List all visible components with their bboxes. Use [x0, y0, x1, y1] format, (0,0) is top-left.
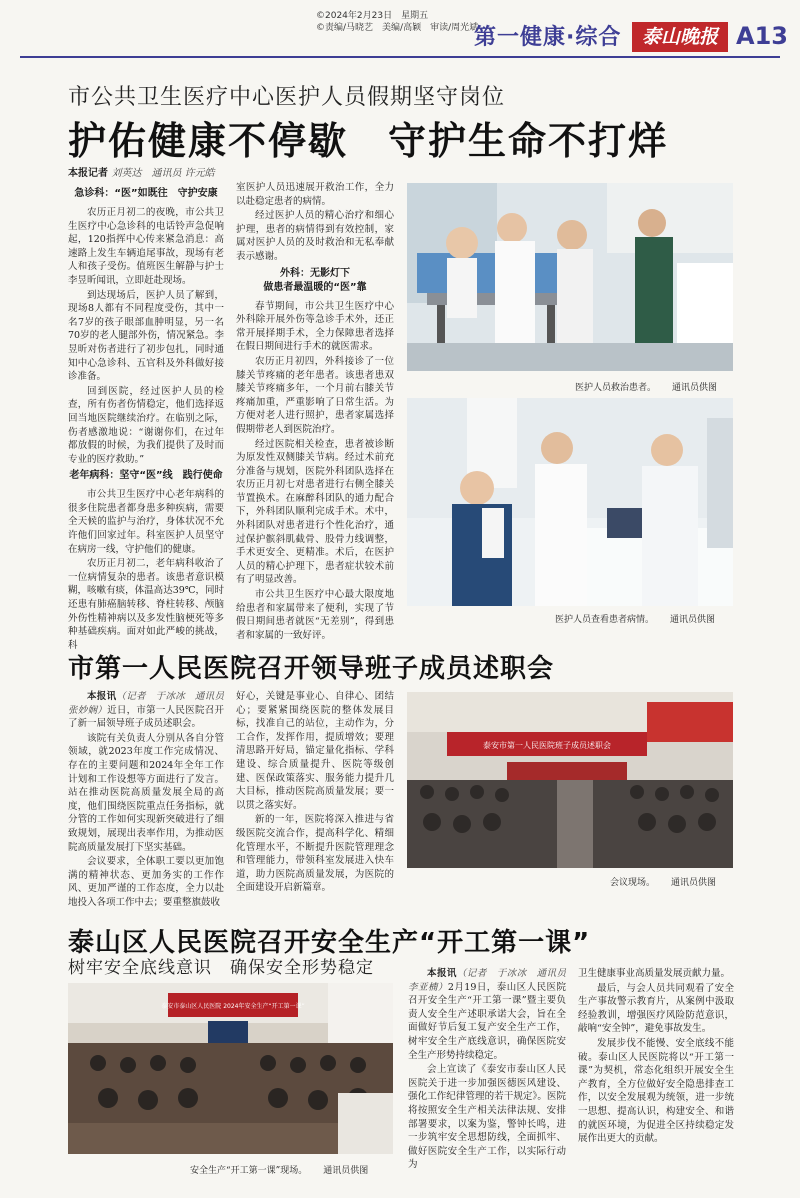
article2-headline: 市第一人民医院召开领导班子成员述职会 [68, 654, 555, 684]
paragraph: 市公共卫生医疗中心老年病科的很多住院患者都身患多种疾病，需要全天候的监护与治疗，身体状况不允许他们回家过年。科室医护人员坚守在病房一线，守护他们的健康。 [68, 489, 224, 555]
paragraph: 春节期间，市公共卫生医疗中心外科除开展外伤等急诊手术外，还正常开展择期手术，全力保障患者选择在假日期间进行手术的就医需求。 [236, 300, 394, 353]
lead-text: 2月19日，泰山区人民医院召开安全生产“开工第一课”暨主要负责人安全生产述职承诺大会，旨在全面做好节后复工复产安全生产工作，树牢安全生产底线意识，确保医院安全生产形势持续稳定。 [408, 981, 566, 1061]
photo-rescue-caption [575, 380, 717, 393]
article1-headline: 护佑健康不停歇 守护生命不打烊 [68, 119, 669, 163]
article3-column-1 [408, 967, 576, 1173]
paragraph: 该院有关负责人分别从各自分管领域，就2023年度工作完成情况、存在的主要问题和2024年全年工作计划和工作设想等方面进行了发言。站在推动医院高质量发展全局的高度，他们围绕医院重点任务指标，就分管的工作如何实现新突破进行了细致规划，展现出表率作用，为推动医院高质量发展打下坚实基础。 [68, 732, 224, 853]
paragraph: 室医护人员迅速展开救治工作，全力以赴稳定患者的病情。 [236, 182, 394, 207]
paragraph: 农历正月初四，外科接诊了一位膝关节疼痛的老年患者。该患者患双膝关节疼痛多年，一个月前右膝关节疼痛加重，严重影响了日常生活。为方便对老人进行照护，患者家属选择假期带老人到医院治疗。 [236, 355, 394, 435]
photo-rescue-illustration [407, 183, 733, 371]
paragraph [408, 967, 576, 1062]
caption-text: 医护人员救治患者。 [575, 383, 657, 393]
page-number: A13 [736, 22, 788, 50]
photo-credit: 通讯员供图 [671, 878, 717, 888]
masthead [0, 0, 800, 58]
article3-subtitle: 树牢安全底线意识 确保安全形势稳定 [68, 958, 374, 978]
photo-ward-caption [555, 612, 715, 625]
article1-byline [68, 164, 215, 179]
subhead-line: 做患者最温暖的“医”靠 [263, 281, 367, 293]
article2-column-2 [236, 690, 394, 896]
photo-ward [407, 398, 733, 606]
paragraph: 好心，关键是事业心、自律心、团结心；要紧紧围绕医院的整体发展目标，找准自己的站位，主动作为，分工合作，发挥作用，提质增效；要理清思路开好局，锚定量化指标、学科建设、综合质量提升、医院等级创建、医保政策落实、服务能力提升几大目标，推动医院高质量发展；要一以贯之落实好。 [236, 691, 394, 811]
lead-label: 本报讯 [87, 691, 117, 702]
paragraph: 最后，与会人员共同观看了安全生产事故警示教育片，从案例中汲取经验教训，增强医疗风险防范意识，敲响“安全钟”，避免事故发生。 [578, 982, 734, 1035]
subhead-emergency: 急诊科：“医”如既往 守护安康 [74, 188, 218, 199]
paragraph: 经过医院相关检查，患者被诊断为原发性双侧膝关节病。经过术前充分准备与规划，医院外科团队选择在农历正月初七对患者进行右侧全膝关节置换术。在麻醉科团队的通力配合下，外科团队顺利完成手术。术中，外科团队对患者进行个性化治疗，通过保护髌斜肌截骨、股骨力线调整，手术更安全、更精准。术后，在医护人员的精心护理下，患者症状较术前有了明显改善。 [236, 438, 394, 586]
lead-names: （记者 于冰冰 通讯员 李亚楠） [408, 968, 576, 993]
paragraph: 会议要求，全体职工要以更加饱满的精神状态、更加务实的工作作风、更加严谨的工作态度，全力以赴地投入各项工作中去；要重整旗鼓收 [68, 856, 224, 908]
photo-safety-illustration [68, 983, 393, 1154]
edition-meta [316, 10, 478, 34]
photo-credit: 通讯员供图 [672, 383, 718, 393]
byline-names: 刘英达 通讯员 许元皓 [111, 168, 215, 179]
paragraph: 新的一年，医院将深入推进与省级医院交流合作，提高科学化、精细化管理水平，不断提升医院管理理念和管理能力，带领科室发展进入快车道，助力医院高质量发展，为医院的全面建设开启新篇章。 [236, 814, 394, 894]
byline-label: 本报记者 [68, 168, 108, 179]
paragraph: 市公共卫生医疗中心最大限度地给患者和家属带来了便利，实现了节假日期间患者就医“无差别”，得到患者和家属的一致好评。 [236, 589, 394, 641]
meeting-banner-text: 泰安市第一人民医院班子成员述职会 [483, 741, 611, 750]
paragraph: 卫生健康事业高质量发展贡献力量。 [578, 968, 731, 979]
newspaper-logo: 泰山晚报 [632, 22, 728, 52]
photo-rescue [407, 183, 733, 371]
photo-credit: 通讯员供图 [323, 1166, 369, 1176]
caption-text: 会议现场。 [610, 878, 656, 888]
article3-column-2 [578, 967, 734, 1147]
subhead-line: 外科：无影灯下 [280, 267, 350, 279]
photo-credit: 通讯员供图 [670, 615, 716, 625]
paragraph: 回到医院，经过医护人员的检查，所有伤者伤情稳定，他们选择返回当地医院继续治疗。在临别之际，伤者感激地说：“谢谢你们，在过年都放假的时候，为我们提供了及时而专业的医疗救助。” [68, 385, 224, 465]
issue-date: ©2024年2月23日 星期五 [316, 11, 429, 21]
photo-ward-illustration [407, 398, 733, 606]
editor-credits: ©责编/马晓艺 美编/高颖 审读/周光斌 [316, 23, 479, 33]
paragraph: 到达现场后，医护人员了解到，现场8人都有不同程度受伤，其中一名7岁的孩子眼部血肿明显，另一名70岁的老人腿部外伤，情况紧急。李昱昕对伤者进行了初步包扎，同时通知中心急诊科、五官科及外科做好接诊准备。 [68, 289, 224, 383]
masthead-rule [20, 56, 780, 58]
photo-safety-class [68, 983, 393, 1154]
paragraph [68, 690, 234, 731]
photo-safety-caption [190, 1163, 368, 1176]
article1-column-2 [236, 181, 394, 643]
photo-meeting-illustration [407, 692, 733, 868]
paragraph: 农历正月初二，老年病科收治了一位病情复杂的患者。该患者意识模糊，咳嗽有痰，体温高达39℃，同时还患有肺癌脑转移、脊柱转移、颅脑外伤性精神病以及多发性脑梗死等多种基础疾病。面对如此严峻的挑战，科 [68, 558, 224, 651]
paragraph: 发展步伐不能慢、安全底线不能破。泰山区人民医院将以“开工第一课”为契机，常态化组织开展安全生产教育，全方位做好安全隐患排查工作，以安全发展观为统领，进一步统一思想、提高认识，构建安全、和谐的就医环境，为促进全区持续稳定发展作出更大的贡献。 [578, 1037, 734, 1145]
paragraph: 会上宣读了《泰安市泰山区人民医院关于进一步加强医德医风建设、强化工作纪律管理的若干规定》。医院将按照安全生产相关法律法规、安排部署要求，以案为鉴，警钟长鸣，进一步筑牢安全思想防线，全面抓牢、做好医院安全生产工作，以实际行动为 [408, 1064, 566, 1171]
paragraph: 经过医护人员的精心治疗和细心护理，患者的病情得到有效控制，家属对医护人员的及时救治和无私奉献表示感谢。 [236, 210, 394, 262]
lead-text: 近日，市第一人民医院召开了新一届领导班子成员述职会。 [68, 704, 224, 730]
safety-banner-text: 泰安市泰山区人民医院 2024年安全生产“开工第一课” [161, 1003, 305, 1010]
lead-label: 本报讯 [427, 968, 457, 979]
article3-headline: 泰山区人民医院召开安全生产“开工第一课” [68, 928, 591, 958]
lead-names: （记者 于冰冰 通讯员 张妙娴） [68, 691, 234, 716]
caption-text: 安全生产“开工第一课”现场。 [190, 1166, 308, 1176]
article1-column-1 [68, 184, 224, 653]
section-title: 第一健康·综合 [474, 25, 622, 50]
article2-column-1 [68, 690, 234, 911]
subhead-geriatrics: 老年病科：坚守“医”线 践行使命 [69, 470, 223, 482]
caption-text: 医护人员查看患者病情。 [555, 615, 655, 625]
article1-kicker: 市公共卫生医疗中心医护人员假期坚守岗位 [68, 85, 506, 110]
photo-meeting-caption [610, 875, 716, 888]
photo-meeting [407, 692, 733, 868]
paragraph: 农历正月初二的夜晚，市公共卫生医疗中心急诊科的电话铃声急促响起，120指挥中心传来紧急消息：高速路上发生车辆追尾事故，现场有老人和孩子受伤。值班医生解静与护士李昱昕闻讯，立即赶赴现场。 [68, 207, 224, 286]
subhead-surgery [236, 267, 394, 295]
